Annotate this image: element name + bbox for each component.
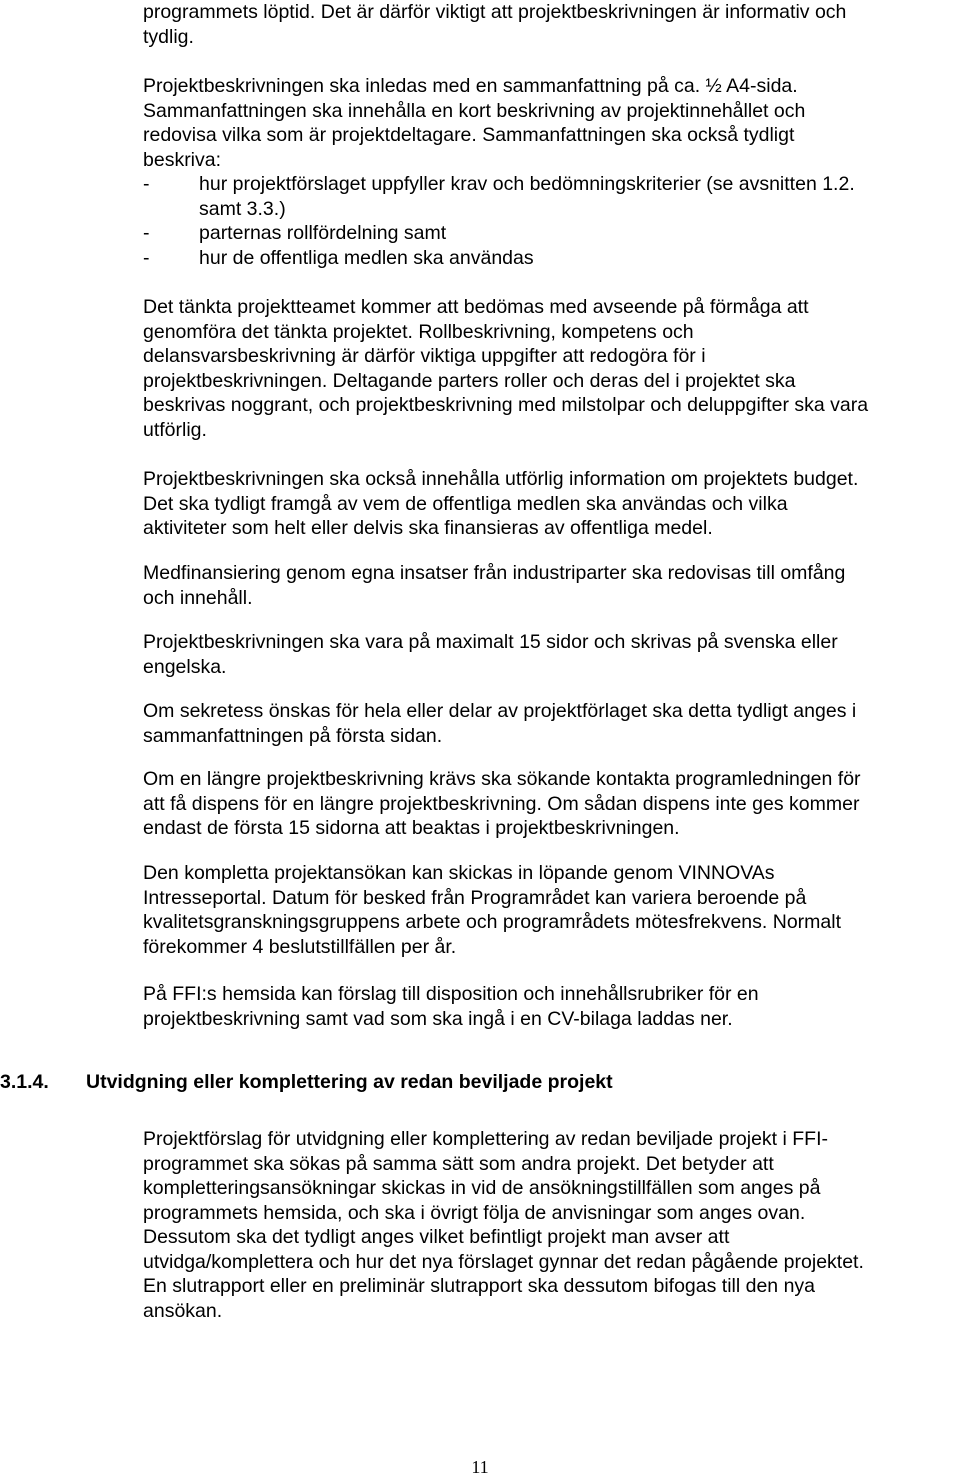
submission-paragraph bbox=[143, 861, 958, 959]
text-line: utförlig. bbox=[143, 418, 207, 441]
text-line: endast de första 15 sidorna att beaktas i projektbeskrivningen. bbox=[143, 817, 680, 839]
list-item bbox=[143, 172, 958, 197]
section-number: 3.1.4. bbox=[0, 1071, 49, 1093]
text-line: delansvarsbeskrivning är därför viktiga uppgifter att redogöra för i bbox=[143, 345, 706, 367]
budget-paragraph bbox=[143, 467, 958, 541]
text-line: att få dispens för en längre projektbeskrivning. Om sådan dispens inte ges kommer bbox=[143, 792, 860, 815]
top-fragment-paragraph bbox=[143, 0, 958, 49]
text-line: Projektförslag för utvidgning eller komplettering av redan beviljade projekt i FFI- bbox=[143, 1128, 828, 1150]
text-line: Det ska tydligt framgå av vem de offentliga medlen ska användas och vilka bbox=[143, 492, 788, 515]
text-line: engelska. bbox=[143, 655, 227, 678]
list-item-text: hur de offentliga medlen ska användas bbox=[199, 246, 534, 269]
list-item-continuation: samt 3.3.) bbox=[199, 197, 286, 220]
secrecy-paragraph bbox=[143, 699, 958, 748]
text-line: En slutrapport eller en preliminär slutrapport ska dessutom bifogas till den nya bbox=[143, 1275, 816, 1297]
list-item bbox=[143, 246, 958, 271]
text-line: redovisa vilka som är projektdeltagare. Sammanfattningen ska också tydligt bbox=[143, 124, 795, 146]
bullet-dash: - bbox=[143, 246, 150, 269]
text-line: Dessutom ska det tydligt anges vilket befintligt projekt man avser att bbox=[143, 1226, 730, 1248]
text-line: förekommer 4 beslutstillfällen per år. bbox=[143, 935, 457, 958]
text-line: Sammanfattningen ska innehålla en kort beskrivning av projektinnehållet och bbox=[143, 99, 806, 122]
text-line: Projektbeskrivningen ska också innehålla utförlig information om projektets budget. bbox=[143, 468, 859, 490]
text-line: Om en längre projektbeskrivning krävs ska sökande kontakta programledningen för bbox=[143, 768, 861, 790]
cofinancing-paragraph bbox=[143, 561, 958, 610]
team-paragraph bbox=[143, 295, 958, 442]
text-line: programmets hemsida, och ska i övrigt följa de anvisningar som anges ovan. bbox=[143, 1201, 806, 1224]
text-line: projektbeskrivning samt vad som ska ingå i en CV-bilaga laddas ner. bbox=[143, 1007, 733, 1030]
text-line: beskrivas noggrant, och projektbeskrivning med milstolpar och deluppgifter ska vara bbox=[143, 394, 869, 416]
summary-paragraph bbox=[143, 74, 958, 270]
text-line: Projektbeskrivningen ska vara på maximalt 15 sidor och skrivas på svenska eller bbox=[143, 631, 838, 653]
text-line: utvidga/komplettera och hur det nya förslaget gynnar det redan pågående projektet. bbox=[143, 1250, 864, 1273]
text-line: sammanfattningen på första sidan. bbox=[143, 724, 443, 747]
ffi-website-paragraph bbox=[143, 982, 958, 1031]
text-line: programmet ska sökas på samma sätt som andra projekt. Det betyder att bbox=[143, 1152, 774, 1175]
text-line: På FFI:s hemsida kan förslag till disposition och innehållsrubriker för en bbox=[143, 983, 759, 1005]
text-line: tydlig. bbox=[143, 25, 194, 48]
section-heading: Utvidgning eller komplettering av redan beviljade projekt bbox=[86, 1071, 613, 1093]
text-line: projektbeskrivningen. Deltagande parters roller och deras del i projektet ska bbox=[143, 369, 796, 392]
dispens-paragraph bbox=[143, 767, 958, 841]
text-line: aktiviteter som helt eller delvis ska finansieras av offentliga medel. bbox=[143, 517, 713, 539]
text-line: Intresseportal. Datum för besked från Programrådet kan variera beroende på bbox=[143, 886, 807, 909]
bullet-dash: - bbox=[143, 222, 150, 244]
page-number: 11 bbox=[471, 1457, 489, 1477]
text-line: programmets löptid. Det är därför viktigt att projektbeskrivningen är informativ och bbox=[143, 1, 847, 23]
list-item-text: hur projektförslaget uppfyller krav och bedömningskriterier (se avsnitten 1.2. bbox=[199, 173, 855, 195]
extension-paragraph bbox=[143, 1127, 958, 1323]
text-line: Projektbeskrivningen ska inledas med en sammanfattning på ca. ½ A4-sida. bbox=[143, 75, 798, 97]
text-line: Om sekretess önskas för hela eller delar av projektförlaget ska detta tydligt anges i bbox=[143, 700, 857, 722]
text-line: Det tänkta projektteamet kommer att bedömas med avseende på förmåga att bbox=[143, 296, 809, 318]
text-line: ansökan. bbox=[143, 1299, 223, 1322]
list-item bbox=[143, 221, 958, 246]
list-item-text: parternas rollfördelning samt bbox=[199, 222, 447, 244]
text-line: Medfinansiering genom egna insatser från industriparter ska redovisas till omfång bbox=[143, 562, 846, 584]
length-paragraph bbox=[143, 630, 958, 679]
text-line: beskriva: bbox=[143, 148, 222, 171]
text-line: genomföra det tänkta projektet. Rollbeskrivning, kompetens och bbox=[143, 320, 694, 343]
text-line: och innehåll. bbox=[143, 586, 253, 609]
text-line: kompletteringsansökningar skickas in vid de ansökningstillfällen som anges på bbox=[143, 1177, 821, 1199]
bullet-dash: - bbox=[143, 173, 150, 195]
text-line: kvalitetsgranskningsgruppens arbete och programrådets mötesfrekvens. Normalt bbox=[143, 911, 842, 933]
text-line: Den kompletta projektansökan kan skickas in löpande genom VINNOVAs bbox=[143, 862, 775, 884]
